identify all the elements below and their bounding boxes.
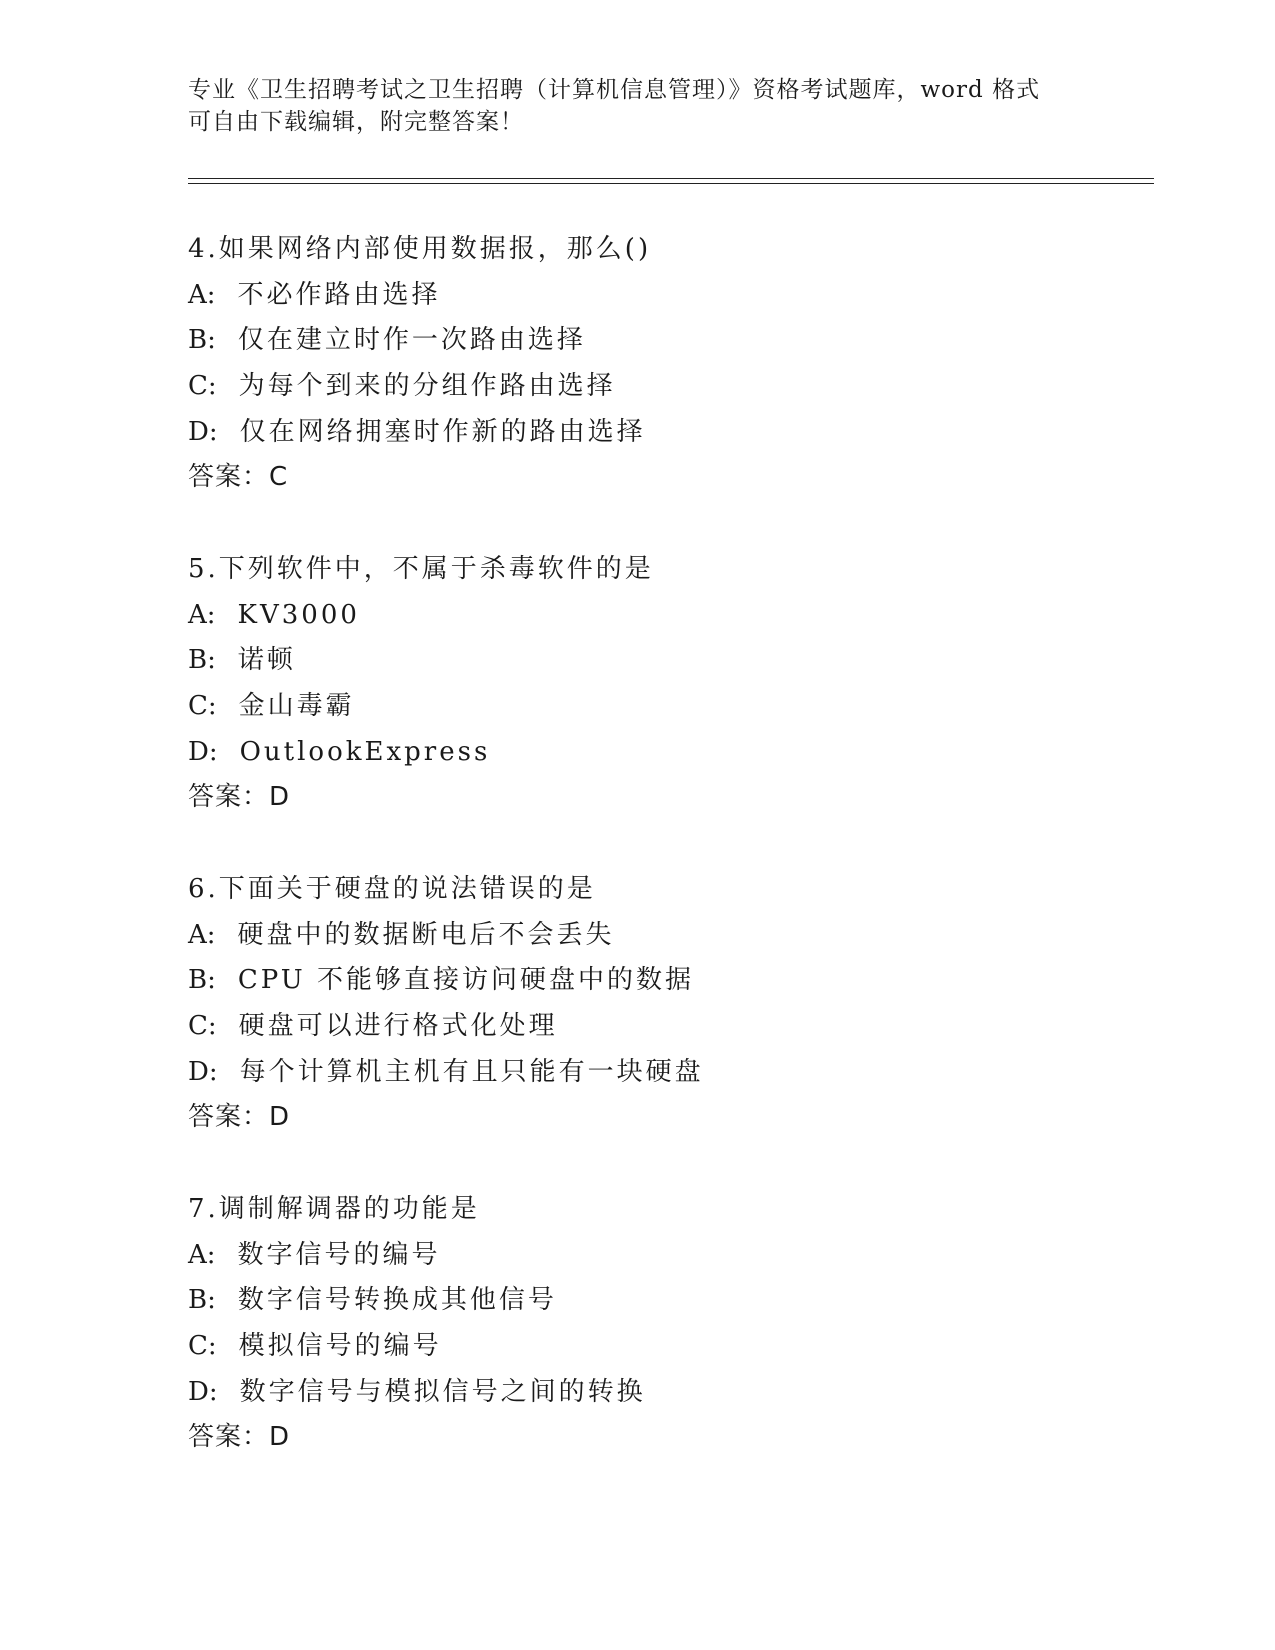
option-text: 仅在建立时作一次路由选择 <box>237 325 586 355</box>
option-d <box>188 415 646 449</box>
option-a <box>188 918 615 952</box>
question-item <box>188 552 1148 872</box>
option-text: 模拟信号的编号 <box>238 1331 442 1361</box>
option-c <box>188 689 355 723</box>
option-d <box>188 1055 704 1089</box>
header-subtitle-line: 可自由下载编辑，附完整答案！ <box>188 109 524 135</box>
answer-line: 答案：C <box>188 462 289 492</box>
option-text: 硬盘中的数据断电后不会丢失 <box>237 920 615 950</box>
option-d <box>188 735 490 769</box>
option-text: OutlookExpress <box>239 737 491 767</box>
option-b <box>188 643 296 677</box>
question-item <box>188 1192 1148 1512</box>
option-label: B: <box>188 1285 216 1315</box>
option-c <box>188 369 616 403</box>
option-label: D: <box>188 417 218 447</box>
question-stem: 6.下面关于硬盘的说法错误的是 <box>188 874 596 904</box>
option-c <box>188 1009 558 1043</box>
option-b <box>188 1283 557 1317</box>
option-b <box>188 323 586 357</box>
option-label: A: <box>188 920 216 950</box>
answer-line: 答案：D <box>188 1102 291 1132</box>
option-a <box>188 598 360 632</box>
option-label: B: <box>188 325 216 355</box>
option-label: D: <box>188 737 218 767</box>
option-text: 每个计算机主机有且只能有一块硬盘 <box>239 1057 704 1087</box>
question-item <box>188 872 1148 1192</box>
question-stem: 7.调制解调器的功能是 <box>188 1194 480 1224</box>
option-text: 数字信号的编号 <box>237 1240 441 1270</box>
option-text: 数字信号转换成其他信号 <box>237 1285 557 1315</box>
option-label: C: <box>188 371 217 401</box>
header-title-line: 专业《卫生招聘考试之卫生招聘（计算机信息管理）》资格考试题库，word 格式 <box>188 77 1041 103</box>
option-c <box>188 1329 442 1363</box>
document-header <box>188 74 1088 138</box>
option-label: D: <box>188 1057 218 1087</box>
option-label: D: <box>188 1377 218 1407</box>
option-label: B: <box>188 965 216 995</box>
option-text: 诺顿 <box>237 645 296 675</box>
option-label: C: <box>188 1011 217 1041</box>
option-text: 硬盘可以进行格式化处理 <box>238 1011 558 1041</box>
option-b <box>188 963 694 997</box>
option-text: 数字信号与模拟信号之间的转换 <box>239 1377 646 1407</box>
option-a <box>188 1238 441 1272</box>
option-text: CPU 不能够直接访问硬盘中的数据 <box>237 965 694 995</box>
option-a <box>188 278 441 312</box>
option-text: 不必作路由选择 <box>237 280 441 310</box>
option-label: C: <box>188 1331 217 1361</box>
option-text: 金山毒霸 <box>238 691 355 721</box>
option-label: A: <box>188 600 216 630</box>
answer-line: 答案：D <box>188 1422 291 1452</box>
question-stem: 5.下列软件中，不属于杀毒软件的是 <box>188 554 654 584</box>
option-text: KV3000 <box>237 600 360 630</box>
option-label: A: <box>188 280 216 310</box>
option-text: 仅在网络拥塞时作新的路由选择 <box>239 417 646 447</box>
option-label: A: <box>188 1240 216 1270</box>
header-divider-bottom <box>188 183 1154 184</box>
option-d <box>188 1375 646 1409</box>
question-stem: 4.如果网络内部使用数据报，那么() <box>188 234 652 264</box>
option-label: C: <box>188 691 217 721</box>
header-divider-top <box>188 178 1154 179</box>
option-label: B: <box>188 645 216 675</box>
option-text: 为每个到来的分组作路由选择 <box>238 371 616 401</box>
question-list <box>188 232 1148 1512</box>
answer-line: 答案：D <box>188 782 291 812</box>
question-item <box>188 232 1148 552</box>
